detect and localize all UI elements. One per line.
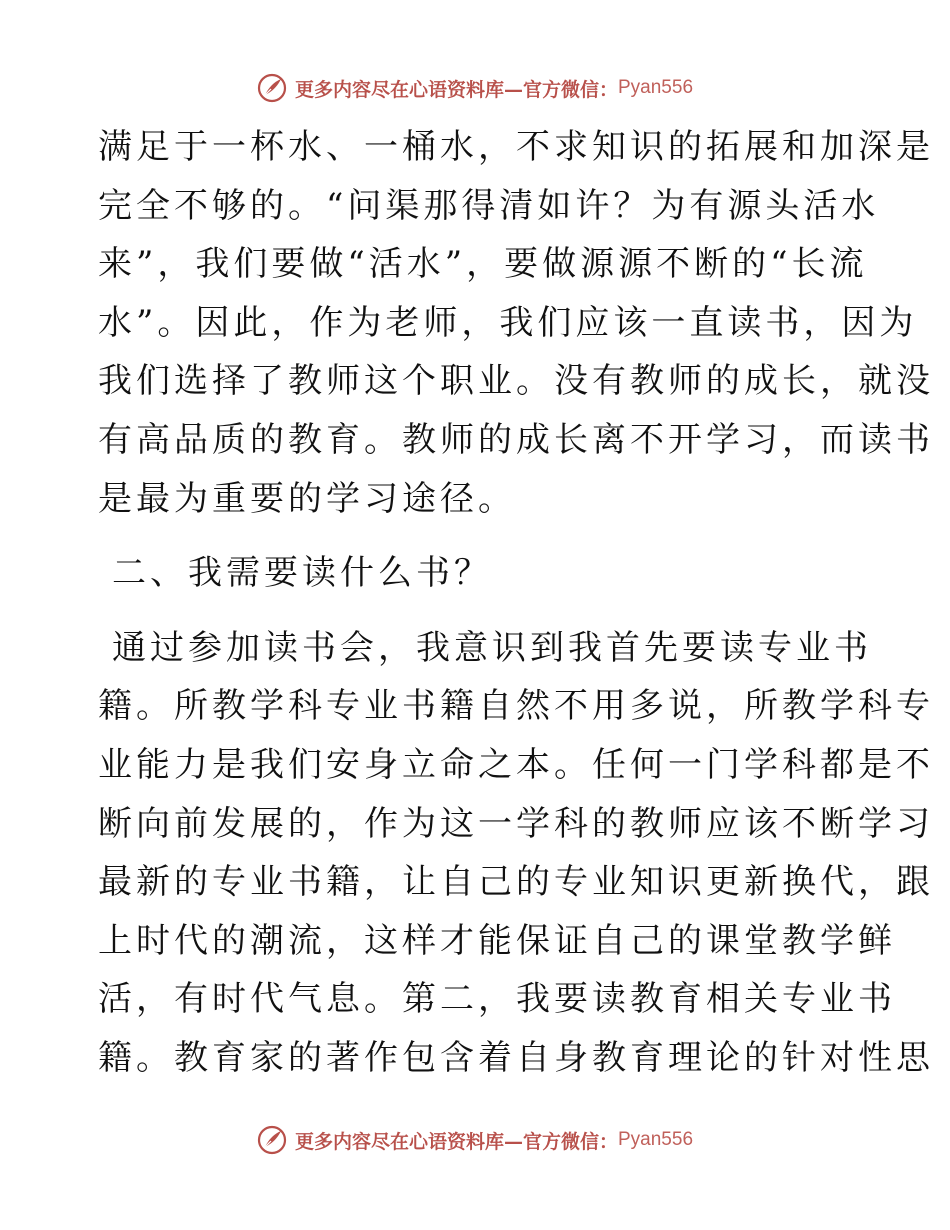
footer-wechat-id: Pyan556 <box>618 1129 694 1150</box>
header-wechat-id: Pyan556 <box>618 77 694 98</box>
paragraph2-line: 上时代的潮流，这样才能保证自己的课堂教学鲜 <box>98 920 896 961</box>
feather-pen-icon <box>257 73 287 103</box>
paragraph2-line: 籍。教育家的著作包含着自身教育理论的针对性思 <box>98 1037 934 1078</box>
paragraph1-line: 来”，我们要做“活水”，要做源源不断的“长流 <box>98 244 868 285</box>
footer-banner-text: 更多内容尽在心语资料库—官方微信： <box>294 1130 618 1153</box>
paragraph2-line: 籍。所教学科专业书籍自然不用多说，所教学科专 <box>98 686 934 727</box>
paragraph1-line: 我们选择了教师这个职业。没有教师的成长，就没 <box>98 361 934 402</box>
header-banner <box>0 68 950 108</box>
paragraph1-line: 满足于一杯水、一桶水，不求知识的拓展和加深是 <box>98 127 934 167</box>
section-heading: 二、我需要读什么书？ <box>112 553 492 594</box>
paragraph1-line: 完全不够的。“问渠那得清如许？为有源头活水 <box>98 185 880 226</box>
paragraph2-line: 最新的专业书籍，让自己的专业知识更新换代，跟 <box>98 862 934 903</box>
paragraph2-line: 业能力是我们安身立命之本。任何一门学科都是不 <box>98 744 934 785</box>
paragraph2-line: 活，有时代气息。第二，我要读教育相关专业书 <box>98 979 896 1020</box>
paragraph2-line: 断向前发展的，作为这一学科的教师应该不断学习 <box>98 803 934 844</box>
paragraph1-line: 有高品质的教育。教师的成长离不开学习，而读书 <box>98 419 934 460</box>
footer-banner <box>0 1120 950 1160</box>
document-body <box>98 118 934 1088</box>
paragraph1-line: 水”。因此，作为老师，我们应该一直读书，因为 <box>98 302 918 343</box>
feather-pen-icon <box>257 1125 287 1155</box>
paragraph1-line: 是最为重要的学习途径。 <box>98 478 516 519</box>
paragraph2-line: 通过参加读书会，我意识到我首先要读专业书 <box>112 627 872 668</box>
header-banner-text: 更多内容尽在心语资料库—官方微信： <box>294 78 618 101</box>
